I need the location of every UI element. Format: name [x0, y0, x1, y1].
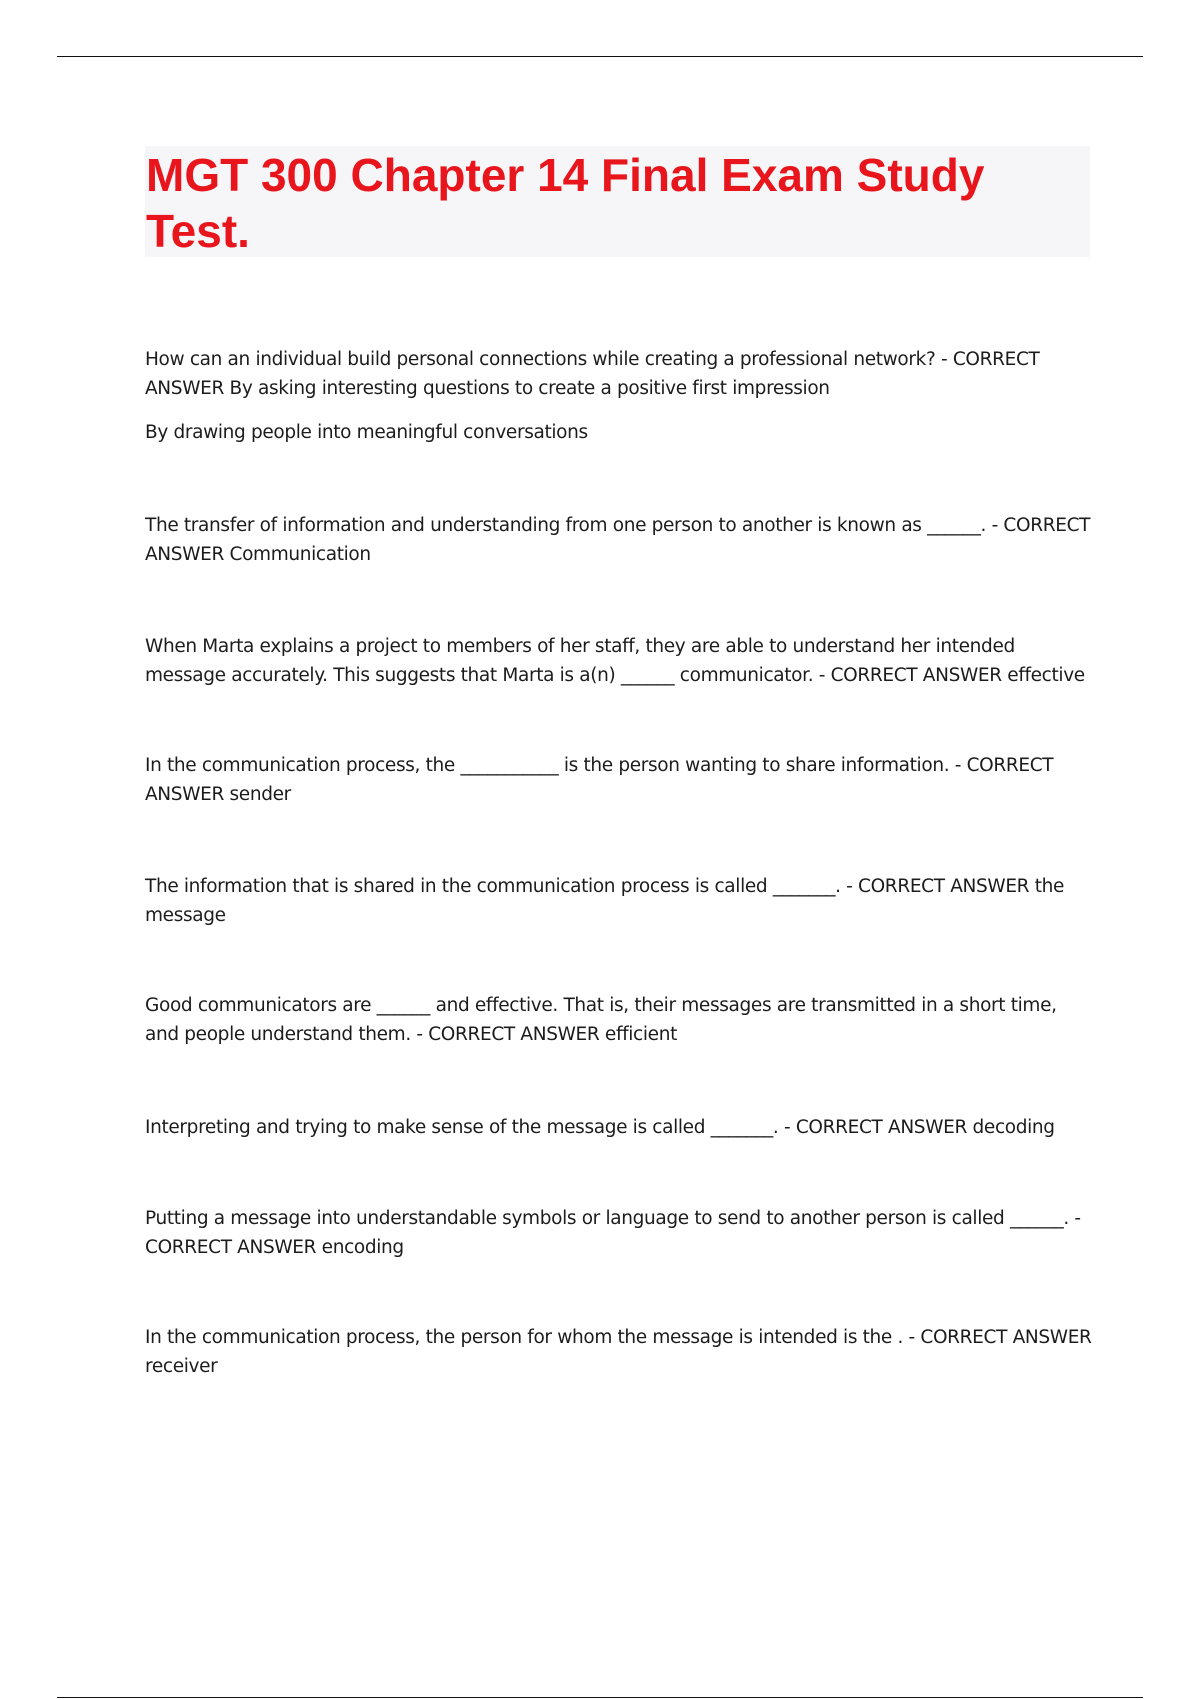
qa-item — [145, 345, 1095, 447]
top-divider — [57, 56, 1143, 57]
qa-text: How can an individual build personal connections while creating a professional network? - CORRECT ANSWER By asking interesting questions to create a positive first impression — [145, 349, 1040, 399]
qa-text: In the communication process, the ___________ is the person wanting to share information. - CORRECT ANSWER sender — [145, 755, 1054, 805]
bottom-divider — [57, 1697, 1143, 1698]
qa-item — [145, 1204, 1095, 1262]
qa-text: The information that is shared in the communication process is called _______. - CORRECT ANSWER the message — [145, 876, 1065, 926]
qa-item — [145, 991, 1095, 1049]
qa-item — [145, 1323, 1095, 1381]
qa-item — [145, 511, 1095, 569]
qa-text: Putting a message into understandable symbols or language to send to another person is called ______. - CORRECT ANSWER encoding — [145, 1208, 1081, 1258]
qa-extra-answer: By drawing people into meaningful conversations — [145, 422, 588, 443]
page-title: MGT 300 Chapter 14 Final Exam Study Test. — [146, 149, 985, 257]
qa-text: When Marta explains a project to members of her staff, they are able to understand her intended message accurately. This suggests that Marta is a(n) ______ communicator. - CORRECT ANSWER effective — [145, 636, 1085, 686]
qa-item — [145, 1113, 1095, 1142]
qa-item — [145, 872, 1095, 930]
qa-text: Good communicators are ______ and effective. That is, their messages are transmitted in a short time, and people understand them. - CORRECT ANSWER efficient — [145, 995, 1057, 1045]
qa-item — [145, 632, 1095, 690]
qa-text: Interpreting and trying to make sense of the message is called _______. - CORRECT ANSWER decoding — [145, 1117, 1055, 1138]
qa-item — [145, 751, 1095, 809]
qa-text: In the communication process, the person for whom the message is intended is the . - CORRECT ANSWER receiver — [145, 1327, 1092, 1377]
qa-text: The transfer of information and understanding from one person to another is known as ______. - CORRECT ANSWER Communication — [145, 515, 1091, 565]
